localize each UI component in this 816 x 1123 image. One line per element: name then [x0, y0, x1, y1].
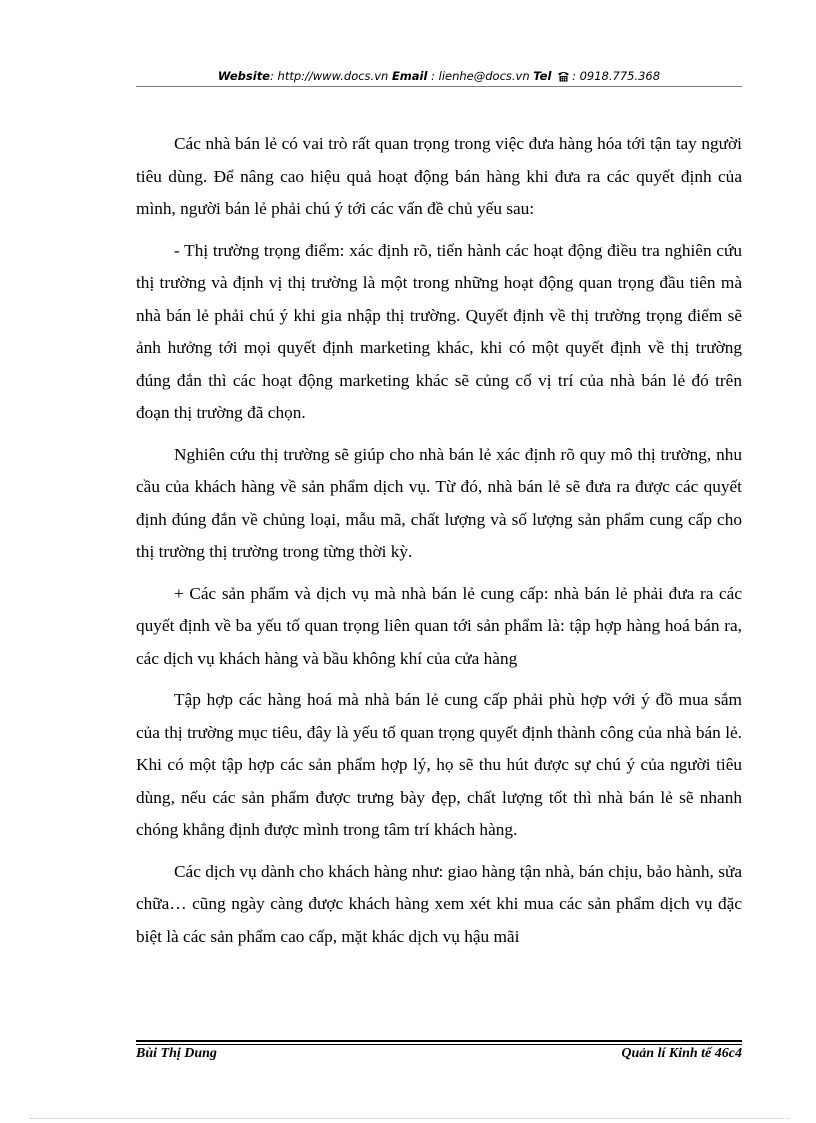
email-value: : lienhe@docs.vn — [427, 69, 534, 83]
page-footer — [136, 1045, 742, 1063]
page-bottom-divider — [30, 1118, 790, 1119]
paragraph: Tập hợp các hàng hoá mà nhà bán lẻ cung cấp phải phù hợp với ý đồ mua sắm của thị trường mục tiêu, đây là yếu tố quan trọng quyết định thành công của nhà bán lẻ. Khi có một tập hợp các sản phẩm hợp lý, họ sẽ thu hút được sự chú ý của người tiêu dùng, nếu các sản phẩm được trưng bày đẹp, chất lượng tốt thì nhà bán lẻ sẽ nhanh chóng khẳng định được mình trong tâm trí khách hàng. — [136, 690, 742, 839]
footer-rule — [136, 1040, 742, 1042]
tel-value: : 0918.775.368 — [572, 69, 661, 83]
page-header — [136, 66, 742, 87]
website-label: Website — [217, 69, 270, 83]
paragraph: + Các sản phẩm và dịch vụ mà nhà bán lẻ cung cấp: nhà bán lẻ phải đưa ra các quyết định về ba yếu tố quan trọng liên quan tới sản phẩm là: tập hợp hàng hoá bán ra, các dịch vụ khách hàng và bầu không khí của cửa hàng — [136, 583, 742, 668]
body-text — [136, 128, 742, 962]
paragraph: Nghiên cứu thị trường sẽ giúp cho nhà bán lẻ xác định rõ quy mô thị trường, nhu cầu của khách hàng về sản phẩm dịch vụ. Từ đó, nhà bán lẻ sẽ đưa ra được các quyết định đúng đắn về chủng loại, mẫu mã, chất lượng và số lượng sản phẩm cung cấp cho thị trường thị trường trong từng thời kỳ. — [136, 444, 742, 561]
phone-icon — [557, 68, 570, 88]
paragraph: - Thị trường trọng điểm: xác định rõ, tiến hành các hoạt động điều tra nghiên cứu thị trường và định vị thị trường là một trong những hoạt động quan trọng đầu tiên mà nhà bán lẻ phải chú ý khi gia nhập thị trường. Quyết định về thị trường trọng điểm sẽ ảnh hưởng tới mọi quyết định marketing khác, khi có một quyết định về thị trường đúng đắn thì các hoạt động marketing khác sẽ củng cố vị trí của nhà bán lẻ đó trên đoạn thị trường đã chọn. — [136, 240, 742, 422]
website-value: : http://www.docs.vn — [270, 69, 392, 83]
footer-course: Quản lí Kinh tế 46c4 — [621, 1046, 742, 1061]
paragraph: Các dịch vụ dành cho khách hàng như: giao hàng tận nhà, bán chịu, bảo hành, sửa chữa… cũng ngày càng được khách hàng xem xét khi mua các sản phẩm dịch vụ đặc biệt là các sản phẩm cao cấp, mặt khác dịch vụ hậu mãi — [136, 861, 742, 946]
paragraph: Các nhà bán lẻ có vai trò rất quan trọng trong việc đưa hàng hóa tới tận tay người tiêu dùng. Để nâng cao hiệu quả hoạt động bán hàng khi đưa ra các quyết định của mình, người bán lẻ phải chú ý tới các vấn đề chủ yếu sau: — [136, 134, 742, 218]
email-label: Email — [391, 69, 428, 83]
tel-label: Tel — [533, 69, 552, 83]
footer-author: Bùi Thị Dung — [136, 1046, 217, 1061]
